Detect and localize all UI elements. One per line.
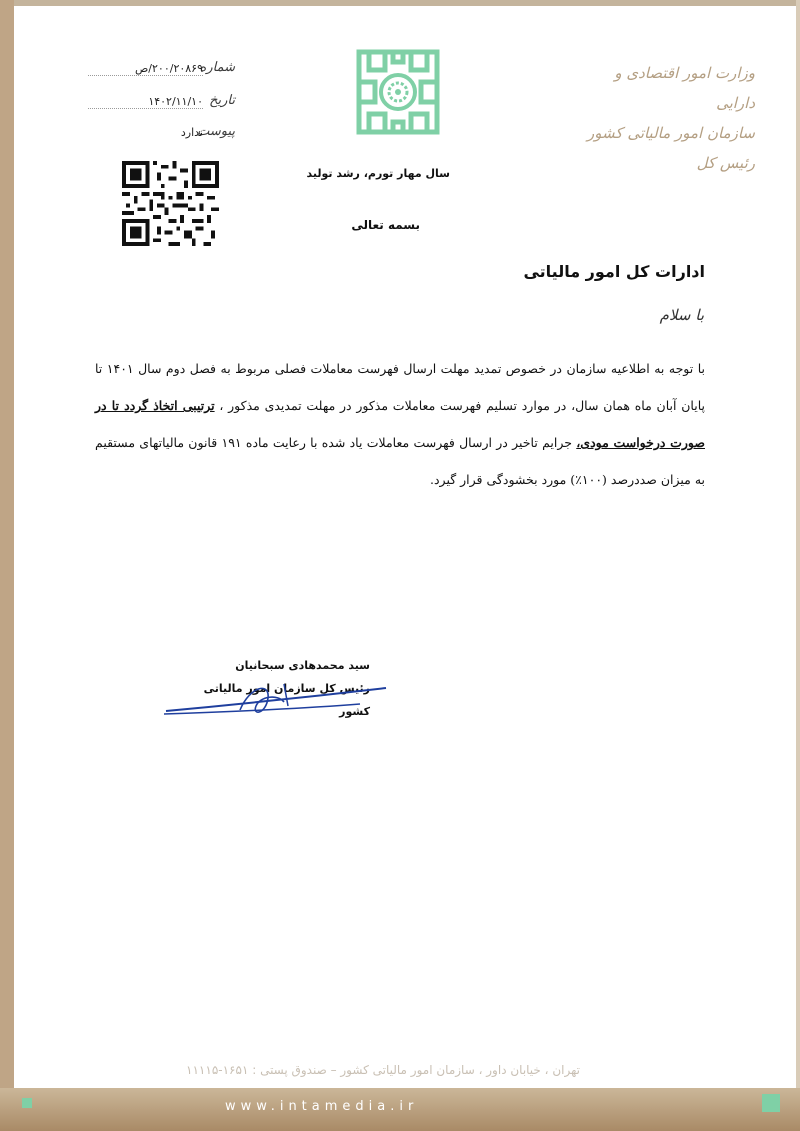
ministry-line-1: وزارت امور اقتصادی و دارایی xyxy=(614,64,755,112)
body-text-part-2: جرایم تاخیر در ارسال فهرست معاملات یاد شده با رعایت ماده ۱۹۱ قانون مالیاتهای مستقیم به میزان صددرصد (۱۰۰٪) مورد بخشودگی قرار گیرد. xyxy=(95,435,705,487)
year-slogan: سال مهار تورم، رشد تولید xyxy=(306,167,450,180)
footer-website: www.intamedia.ir xyxy=(225,1099,419,1114)
letter-date-value: ۱۴۰۲/۱۱/۱۰ xyxy=(88,95,203,109)
letter-date-label: تاریخ xyxy=(209,93,235,108)
footer-left-square xyxy=(22,1098,32,1108)
basmala: بسمه تعالی xyxy=(351,218,420,232)
ministry-line-2: سازمان امور مالیاتی کشور xyxy=(587,124,755,142)
ministry-line-3: رئیس کل xyxy=(696,154,755,172)
letter-number-row xyxy=(85,60,235,82)
letter-number-label: شماره xyxy=(199,60,235,75)
letter-attachment-label: پیوست xyxy=(197,124,235,139)
letter-attachment-value: ندارد xyxy=(180,126,203,139)
handwritten-signature xyxy=(160,676,390,721)
footer-right-square xyxy=(762,1094,780,1112)
body-text-emphasis: ترتیبی اتخاذ گردد تا در صورت درخواست مودی، xyxy=(95,398,705,450)
letter-body xyxy=(95,350,705,498)
signer-title: رئیس کل سازمان امور مالیاتی کشور xyxy=(203,682,370,718)
letter-attachment-row xyxy=(85,124,235,146)
body-text-part-1: با توجه به اطلاعیه سازمان در خصوص تمدید مهلت ارسال فهرست معاملات فصلی مربوط به فصل دوم سال ۱۴۰۱ تا پایان آبان ماه همان سال، در موارد تسلیم فهرست معاملات مذکور در مهلت تمدیدی مذکور ، xyxy=(95,361,706,413)
frame-right-border xyxy=(796,0,800,1131)
qr-code xyxy=(122,161,219,246)
letter-date-row xyxy=(85,93,235,115)
greeting: با سلام xyxy=(659,306,704,324)
ministry-header xyxy=(575,58,755,178)
footer-address: تهران ، خیابان داور ، سازمان امور مالیاتی کشور – صندوق پستی : ۱۶۵۱-۱۱۱۱۵ xyxy=(186,1063,580,1077)
frame-top-border xyxy=(0,0,800,6)
signer-name: سید محمدهادی سبحانیان xyxy=(235,659,370,672)
tax-organization-logo xyxy=(355,48,441,136)
letter-number-value: ۲۰۰/۲۰۸۶۹/ص xyxy=(88,62,203,76)
frame-left-border xyxy=(0,0,14,1131)
recipient: ادارات کل امور مالیاتی xyxy=(523,262,705,281)
